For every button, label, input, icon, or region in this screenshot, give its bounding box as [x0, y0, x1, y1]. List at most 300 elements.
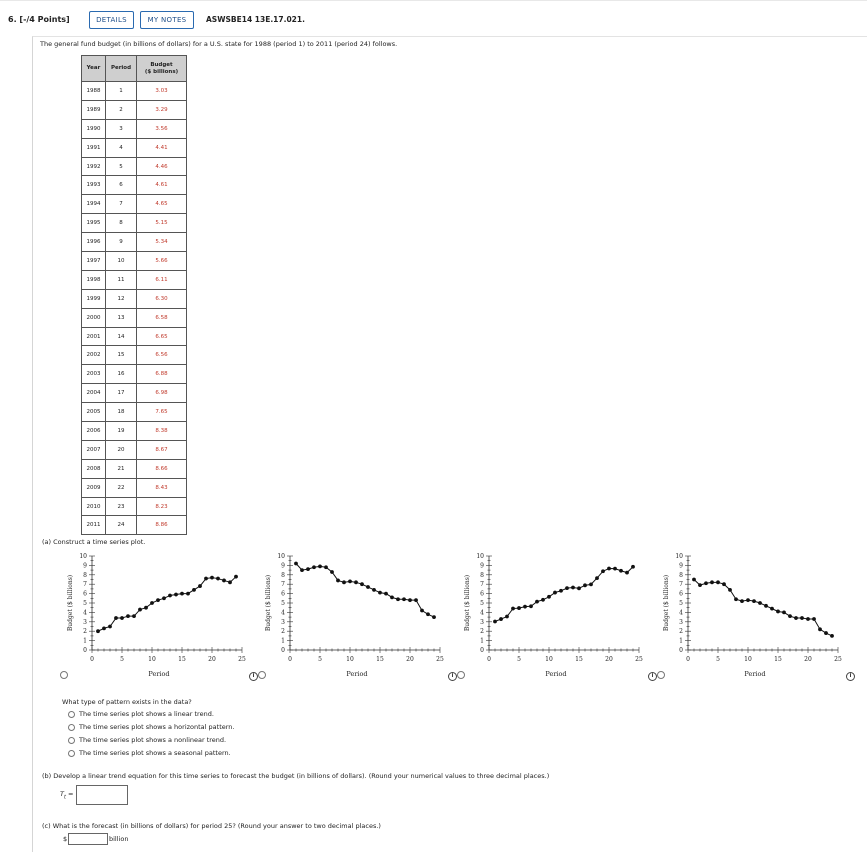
data-point	[625, 571, 629, 575]
time-series-chart-3	[455, 548, 655, 680]
x-tick-label: 25	[635, 656, 643, 663]
year-cell: 2007	[82, 440, 106, 459]
data-point	[156, 598, 160, 602]
forecast-input[interactable]	[68, 833, 108, 845]
data-point	[698, 583, 702, 587]
chart-2-radio[interactable]	[258, 671, 266, 679]
data-point	[120, 616, 124, 620]
year-cell: 2004	[82, 384, 106, 403]
y-tick-label: 3	[679, 618, 683, 626]
period-cell: 13	[106, 308, 137, 327]
period-cell: 11	[106, 270, 137, 289]
x-tick-label: 25	[834, 656, 842, 663]
y-tick-label: 3	[480, 618, 484, 626]
data-point	[126, 614, 130, 618]
y-tick-label: 0	[679, 647, 683, 654]
data-point	[192, 588, 196, 592]
table-row	[82, 384, 187, 403]
y-tick-label: 7	[281, 581, 285, 589]
period-cell: 6	[106, 176, 137, 195]
option-label: The time series plot shows a horizontal pattern.	[79, 723, 235, 731]
x-tick-label: 0	[686, 656, 690, 663]
data-point	[318, 564, 322, 568]
details-button-label: DETAILS	[96, 16, 127, 24]
y-tick-label: 8	[281, 571, 285, 579]
year-cell: 1995	[82, 214, 106, 233]
y-tick-label: 4	[83, 609, 87, 617]
table-row	[82, 516, 187, 535]
x-tick-label: 10	[148, 656, 156, 663]
chart-4-info-icon[interactable]: i	[846, 672, 855, 681]
period-cell: 5	[106, 157, 137, 176]
budget-cell: 6.58	[137, 308, 187, 327]
table-row	[82, 138, 187, 157]
y-tick-label: 6	[679, 590, 683, 598]
x-axis-label: Period	[744, 670, 766, 678]
data-point	[818, 627, 822, 631]
year-cell: 1994	[82, 195, 106, 214]
y-tick-label: 9	[679, 562, 683, 570]
budget-header-line2: ($ billions)	[144, 68, 179, 75]
x-tick-label: 20	[804, 656, 812, 663]
period-cell: 3	[106, 119, 137, 138]
option-label: The time series plot shows a linear trend.	[79, 710, 214, 718]
data-point	[517, 606, 521, 610]
budget-cell: 6.56	[137, 346, 187, 365]
data-point	[764, 604, 768, 608]
y-tick-label: 4	[679, 609, 683, 617]
y-tick-label: 2	[679, 628, 683, 636]
data-point	[716, 580, 720, 584]
x-tick-label: 15	[178, 656, 186, 663]
series-line	[694, 580, 832, 636]
x-tick-label: 15	[774, 656, 782, 663]
table-row	[82, 82, 187, 101]
data-point	[210, 576, 214, 580]
chart-4-radio[interactable]	[657, 671, 665, 679]
trend-equation-input[interactable]	[76, 785, 128, 805]
trend-subscript: t	[63, 794, 66, 801]
data-point	[102, 626, 106, 630]
data-point	[499, 617, 503, 621]
period-cell: 10	[106, 252, 137, 271]
y-tick-label: 7	[83, 581, 87, 589]
data-point	[330, 570, 334, 574]
data-point	[782, 611, 786, 615]
budget-cell: 6.98	[137, 384, 187, 403]
year-cell: 2008	[82, 459, 106, 478]
x-tick-label: 15	[376, 656, 384, 663]
data-point	[752, 599, 756, 603]
period-cell: 23	[106, 497, 137, 516]
time-series-chart-1	[58, 548, 258, 680]
pattern-option-seasonal[interactable]	[68, 749, 231, 757]
data-point	[414, 598, 418, 602]
y-tick-label: 0	[480, 647, 484, 654]
data-point	[366, 585, 370, 589]
y-axis-label: Budget ($ billions)	[663, 574, 670, 632]
data-point	[294, 562, 298, 566]
y-tick-label: 5	[679, 600, 683, 607]
table-row	[82, 270, 187, 289]
data-point	[174, 593, 178, 597]
pattern-question: What type of pattern exists in the data?	[62, 698, 192, 706]
period-cell: 8	[106, 214, 137, 233]
data-point	[601, 569, 605, 573]
radio-circle[interactable]	[68, 750, 75, 757]
data-point	[372, 588, 376, 592]
x-tick-label: 0	[90, 656, 94, 663]
table-row	[82, 214, 187, 233]
data-point	[342, 580, 346, 584]
y-tick-label: 3	[83, 618, 87, 626]
problem-code: ASWSBE14 13E.17.021.	[206, 15, 305, 24]
budget-cell: 4.41	[137, 138, 187, 157]
data-point	[168, 594, 172, 598]
table-row	[82, 497, 187, 516]
data-point	[162, 596, 166, 600]
data-point	[390, 595, 394, 599]
unit-label: billion	[109, 835, 129, 843]
data-point	[186, 592, 190, 596]
option-label: The time series plot shows a nonlinear trend.	[79, 736, 227, 744]
x-axis-label: Period	[346, 670, 368, 678]
table-row	[82, 157, 187, 176]
y-tick-label: 1	[679, 637, 683, 645]
data-point	[824, 631, 828, 635]
y-tick-label: 6	[83, 590, 87, 598]
intro-text: The general fund budget (in billions of dollars) for a U.S. state for 1988 (period 1) to 2011 (period 24) follows.	[40, 40, 398, 48]
year-cell: 2010	[82, 497, 106, 516]
year-cell: 2003	[82, 365, 106, 384]
year-cell: 1997	[82, 252, 106, 271]
x-tick-label: 10	[346, 656, 354, 663]
y-tick-label: 6	[281, 590, 285, 598]
budget-header	[137, 56, 187, 82]
data-point	[710, 580, 714, 584]
radio-circle[interactable]	[68, 737, 75, 744]
data-point	[565, 586, 569, 590]
budget-header-line1: Budget	[150, 61, 173, 68]
pattern-option-horizontal[interactable]	[68, 723, 234, 731]
table-row	[82, 195, 187, 214]
data-point	[758, 601, 762, 605]
y-axis-label: Budget ($ billions)	[67, 574, 74, 632]
budget-cell: 6.88	[137, 365, 187, 384]
data-point	[553, 591, 557, 595]
data-point	[613, 567, 617, 571]
year-cell: 2002	[82, 346, 106, 365]
y-tick-label: 2	[83, 628, 87, 636]
part-c-label: (c) What is the forecast (in billions of dollars) for period 25? (Round your answer to two decimal places.)	[42, 822, 381, 830]
period-cell: 1	[106, 82, 137, 101]
data-point	[734, 597, 738, 601]
trend-symbol: T	[60, 790, 64, 798]
budget-cell: 5.34	[137, 233, 187, 252]
y-tick-label: 5	[83, 600, 87, 607]
year-cell: 1989	[82, 100, 106, 119]
question-header	[8, 15, 70, 24]
year-cell: 1990	[82, 119, 106, 138]
budget-cell: 8.86	[137, 516, 187, 535]
period-cell: 9	[106, 233, 137, 252]
series-line	[296, 564, 434, 618]
x-tick-label: 25	[238, 656, 246, 663]
x-axis-label: Period	[545, 670, 567, 678]
x-tick-label: 20	[605, 656, 613, 663]
y-tick-label: 4	[480, 609, 484, 617]
data-point	[402, 597, 406, 601]
period-cell: 17	[106, 384, 137, 403]
y-tick-label: 10	[675, 553, 683, 560]
budget-cell: 6.11	[137, 270, 187, 289]
period-cell: 20	[106, 440, 137, 459]
data-point	[511, 607, 515, 611]
x-tick-label: 10	[744, 656, 752, 663]
data-point	[541, 598, 545, 602]
period-cell: 12	[106, 289, 137, 308]
year-cell: 1992	[82, 157, 106, 176]
table-row	[82, 308, 187, 327]
time-series-chart-4	[654, 548, 854, 680]
y-axis-label: Budget ($ billions)	[464, 574, 471, 632]
data-point	[559, 589, 563, 593]
data-point	[234, 575, 238, 579]
year-cell: 1988	[82, 82, 106, 101]
radio-circle[interactable]	[68, 711, 75, 718]
y-tick-label: 2	[281, 628, 285, 636]
chart-2-info-icon[interactable]: i	[448, 672, 457, 681]
year-cell: 2000	[82, 308, 106, 327]
data-point	[794, 616, 798, 620]
table-row	[82, 233, 187, 252]
data-point	[354, 580, 358, 584]
x-tick-label: 5	[517, 656, 521, 663]
points-label: [-/4 Points]	[19, 15, 70, 24]
data-point	[312, 565, 316, 569]
data-point	[746, 598, 750, 602]
data-point	[216, 577, 220, 581]
data-point	[180, 592, 184, 596]
period-cell: 4	[106, 138, 137, 157]
budget-cell: 3.03	[137, 82, 187, 101]
data-point	[144, 606, 148, 610]
y-tick-label: 8	[480, 571, 484, 579]
data-point	[336, 579, 340, 583]
data-point	[619, 569, 623, 573]
x-tick-label: 0	[487, 656, 491, 663]
y-tick-label: 5	[281, 600, 285, 607]
table-row	[82, 440, 187, 459]
y-tick-label: 8	[83, 571, 87, 579]
my-notes-button[interactable]	[140, 11, 194, 29]
data-point	[228, 580, 232, 584]
data-point	[396, 597, 400, 601]
x-tick-label: 5	[120, 656, 124, 663]
table-row	[82, 478, 187, 497]
y-tick-label: 1	[480, 637, 484, 645]
data-point	[770, 607, 774, 611]
budget-cell: 6.30	[137, 289, 187, 308]
budget-cell: 4.61	[137, 176, 187, 195]
x-tick-label: 5	[716, 656, 720, 663]
budget-cell: 4.65	[137, 195, 187, 214]
data-point	[420, 609, 424, 613]
data-point	[384, 592, 388, 596]
budget-cell: 8.38	[137, 422, 187, 441]
budget-cell: 8.66	[137, 459, 187, 478]
year-cell: 2006	[82, 422, 106, 441]
period-cell: 2	[106, 100, 137, 119]
y-tick-label: 8	[679, 571, 683, 579]
budget-cell: 8.23	[137, 497, 187, 516]
data-point	[138, 608, 142, 612]
chart-1-info-icon[interactable]: i	[249, 672, 258, 681]
data-point	[547, 595, 551, 599]
data-point	[535, 600, 539, 604]
table-row	[82, 346, 187, 365]
part-a-label: (a) Construct a time series plot.	[42, 538, 146, 546]
data-point	[800, 616, 804, 620]
y-tick-label: 0	[281, 647, 285, 654]
budget-cell: 4.46	[137, 157, 187, 176]
data-point	[300, 568, 304, 572]
option-label: The time series plot shows a seasonal pattern.	[79, 749, 231, 757]
year-cell: 1993	[82, 176, 106, 195]
year-cell: 1998	[82, 270, 106, 289]
period-cell: 16	[106, 365, 137, 384]
trend-equation-label	[60, 790, 73, 800]
year-cell: 2009	[82, 478, 106, 497]
budget-cell: 8.43	[137, 478, 187, 497]
pattern-option-nonlinear[interactable]	[68, 736, 226, 744]
x-tick-label: 20	[406, 656, 414, 663]
data-point	[324, 565, 328, 569]
series-line	[98, 577, 236, 632]
data-point	[505, 615, 509, 619]
y-tick-label: 9	[83, 562, 87, 570]
year-cell: 1999	[82, 289, 106, 308]
data-point	[812, 617, 816, 621]
pattern-option-linear[interactable]	[68, 710, 214, 718]
y-tick-label: 7	[679, 581, 683, 589]
data-point	[348, 579, 352, 583]
chart-3-info-icon[interactable]: i	[648, 672, 657, 681]
y-tick-label: 3	[281, 618, 285, 626]
period-cell: 18	[106, 403, 137, 422]
y-tick-label: 9	[281, 562, 285, 570]
y-tick-label: 7	[480, 581, 484, 589]
y-tick-label: 0	[83, 647, 87, 654]
x-axis-label: Period	[148, 670, 170, 678]
budget-table	[81, 55, 187, 535]
data-point	[589, 582, 593, 586]
data-point	[704, 581, 708, 585]
data-point	[806, 617, 810, 621]
y-tick-label: 9	[480, 562, 484, 570]
year-cell: 2011	[82, 516, 106, 535]
table-row	[82, 289, 187, 308]
series-line	[495, 567, 633, 622]
data-point	[595, 576, 599, 580]
data-point	[493, 620, 497, 624]
year-cell: 2005	[82, 403, 106, 422]
data-point	[432, 615, 436, 619]
budget-cell: 8.67	[137, 440, 187, 459]
data-point	[529, 604, 533, 608]
x-tick-label: 10	[545, 656, 553, 663]
year-header: Year	[82, 56, 106, 82]
chart-3-radio[interactable]	[457, 671, 465, 679]
y-tick-label: 6	[480, 590, 484, 598]
budget-cell: 6.65	[137, 327, 187, 346]
x-tick-label: 20	[208, 656, 216, 663]
data-point	[583, 583, 587, 587]
budget-cell: 7.65	[137, 403, 187, 422]
data-point	[722, 582, 726, 586]
data-point	[631, 565, 635, 569]
table-header-row	[82, 56, 187, 82]
x-tick-label: 15	[575, 656, 583, 663]
top-divider	[0, 0, 867, 1]
year-cell: 1991	[82, 138, 106, 157]
details-button[interactable]	[89, 11, 134, 29]
y-axis-label: Budget ($ billions)	[265, 574, 272, 632]
table-row	[82, 422, 187, 441]
y-tick-label: 1	[83, 637, 87, 645]
data-point	[788, 614, 792, 618]
x-tick-label: 25	[436, 656, 444, 663]
trend-equals: =	[65, 790, 74, 798]
year-cell: 2001	[82, 327, 106, 346]
y-tick-label: 4	[281, 609, 285, 617]
data-point	[692, 578, 696, 582]
table-row	[82, 403, 187, 422]
data-point	[306, 567, 310, 571]
period-cell: 21	[106, 459, 137, 478]
question-number: 6.	[8, 15, 17, 24]
data-point	[150, 601, 154, 605]
y-tick-label: 5	[480, 600, 484, 607]
data-point	[426, 612, 430, 616]
data-point	[198, 584, 202, 588]
radio-circle[interactable]	[68, 724, 75, 731]
period-cell: 15	[106, 346, 137, 365]
data-point	[577, 586, 581, 590]
budget-cell: 5.66	[137, 252, 187, 271]
table-row	[82, 365, 187, 384]
period-cell: 14	[106, 327, 137, 346]
currency-symbol: $	[63, 835, 68, 843]
budget-cell: 3.56	[137, 119, 187, 138]
year-cell: 1996	[82, 233, 106, 252]
my-notes-button-label: MY NOTES	[147, 16, 187, 24]
data-point	[523, 605, 527, 609]
part-b-label: (b) Develop a linear trend equation for this time series to forecast the budget (in billions of dollars). (Round your numerical values to three decimal places.)	[42, 772, 550, 780]
data-point	[108, 625, 112, 629]
period-cell: 22	[106, 478, 137, 497]
y-tick-label: 10	[476, 553, 484, 560]
table-row	[82, 176, 187, 195]
period-cell: 19	[106, 422, 137, 441]
data-point	[728, 588, 732, 592]
table-row	[82, 327, 187, 346]
y-tick-label: 1	[281, 637, 285, 645]
chart-1-radio[interactable]	[60, 671, 68, 679]
data-point	[607, 567, 611, 571]
data-point	[204, 577, 208, 581]
table-row	[82, 252, 187, 271]
